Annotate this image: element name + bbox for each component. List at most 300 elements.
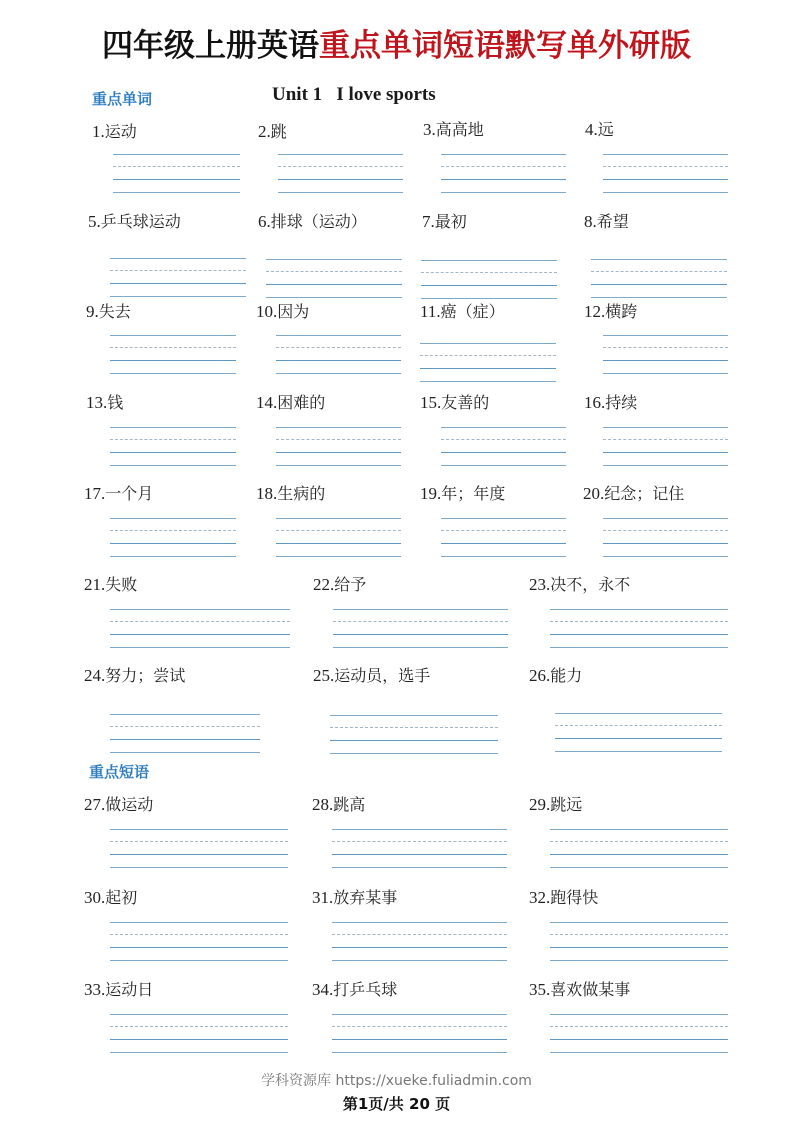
answer-writing-lines[interactable]: [550, 829, 728, 869]
item-number: 23.: [529, 575, 551, 594]
word-prompt: [256, 393, 325, 413]
item-number: 30.: [84, 888, 106, 907]
answer-writing-lines[interactable]: [332, 829, 507, 869]
word-prompt: [584, 302, 637, 322]
item-number: 21.: [84, 575, 106, 594]
item-number: 31.: [312, 888, 334, 907]
answer-writing-lines[interactable]: [441, 154, 566, 194]
phrase-prompt: [529, 795, 582, 815]
guide-line: [110, 335, 236, 336]
answer-writing-lines[interactable]: [278, 154, 403, 194]
item-number: 9.: [86, 302, 99, 321]
guide-line: [276, 360, 401, 361]
guide-line: [420, 381, 556, 382]
answer-writing-lines[interactable]: [550, 1014, 728, 1054]
answer-writing-lines[interactable]: [110, 335, 236, 375]
word-prompt: [84, 484, 153, 504]
guide-line-dashed: [266, 271, 402, 272]
answer-writing-lines[interactable]: [110, 518, 236, 558]
guide-line: [591, 297, 727, 298]
guide-line: [332, 854, 507, 855]
guide-line: [278, 192, 403, 193]
guide-line: [110, 296, 246, 297]
guide-line: [276, 556, 401, 557]
guide-line: [330, 753, 498, 754]
word-prompt: [84, 575, 137, 595]
answer-writing-lines[interactable]: [276, 518, 401, 558]
answer-writing-lines[interactable]: [113, 154, 240, 194]
word-item: [584, 212, 629, 232]
answer-writing-lines[interactable]: [276, 427, 401, 467]
item-chinese-text: 困难的: [277, 393, 326, 412]
word-prompt: [420, 393, 489, 413]
phrase-prompt: [529, 888, 598, 908]
phrase-item: [529, 795, 582, 815]
item-number: 32.: [529, 888, 551, 907]
guide-line: [110, 647, 290, 648]
guide-line: [110, 373, 236, 374]
guide-line-dashed: [332, 841, 507, 842]
guide-line: [266, 259, 402, 260]
guide-line: [441, 179, 566, 180]
word-prompt: [88, 212, 181, 232]
word-item: [86, 393, 123, 413]
guide-line: [110, 634, 290, 635]
guide-line: [441, 154, 566, 155]
phrase-item: [312, 795, 365, 815]
guide-line-dashed: [330, 727, 498, 728]
guide-line: [276, 543, 401, 544]
guide-line-dashed: [276, 347, 401, 348]
item-number: 22.: [313, 575, 335, 594]
item-chinese-text: 努力；尝试: [105, 666, 186, 685]
guide-line: [603, 179, 728, 180]
guide-line: [550, 829, 728, 830]
word-prompt: [422, 212, 467, 232]
item-chinese-text: 失败: [105, 575, 138, 594]
answer-writing-lines[interactable]: [333, 609, 508, 649]
item-chinese-text: 钱: [107, 393, 124, 412]
answer-writing-lines[interactable]: [550, 609, 728, 649]
item-chinese-text: 跳: [270, 122, 287, 141]
guide-line: [113, 179, 240, 180]
guide-line-dashed: [276, 439, 401, 440]
word-item: [420, 484, 505, 504]
guide-line: [110, 714, 260, 715]
item-chinese-text: 持续: [605, 393, 638, 412]
guide-line: [603, 360, 728, 361]
answer-writing-lines[interactable]: [276, 335, 401, 375]
item-chinese-text: 友善的: [441, 393, 490, 412]
word-prompt: [420, 302, 505, 322]
word-item: [313, 666, 430, 686]
item-chinese-text: 跳远: [550, 795, 583, 814]
page-title: [0, 26, 793, 66]
guide-line: [441, 465, 566, 466]
guide-line-dashed: [603, 347, 728, 348]
guide-line-dashed: [603, 166, 728, 167]
guide-line: [421, 260, 557, 261]
word-item: [258, 122, 287, 142]
item-chinese-text: 远: [597, 120, 614, 139]
guide-line: [330, 740, 498, 741]
item-number: 35.: [529, 980, 551, 999]
guide-line: [332, 947, 507, 948]
guide-line-dashed: [110, 726, 260, 727]
answer-writing-lines[interactable]: [441, 518, 566, 558]
word-item: [84, 575, 137, 595]
item-chinese-text: 生病的: [277, 484, 326, 503]
item-chinese-text: 乒乓球运动: [100, 212, 181, 231]
guide-line: [591, 259, 727, 260]
word-prompt: [313, 666, 430, 686]
guide-line: [110, 427, 236, 428]
guide-line: [550, 1052, 728, 1053]
answer-writing-lines[interactable]: [332, 922, 507, 962]
item-number: 34.: [312, 980, 334, 999]
item-chinese-text: 年；年度: [441, 484, 506, 503]
guide-line: [550, 922, 728, 923]
guide-line: [441, 452, 566, 453]
word-item: [88, 212, 181, 232]
guide-line: [110, 543, 236, 544]
answer-writing-lines[interactable]: [441, 427, 566, 467]
source-watermark: 学科资源库 https://xueke.fuliadmin.com: [261, 1073, 532, 1089]
guide-line: [555, 751, 722, 752]
item-number: 29.: [529, 795, 551, 814]
word-prompt: [258, 212, 367, 232]
item-number: 11.: [420, 302, 441, 321]
item-chinese-text: 高高地: [435, 120, 484, 139]
answer-writing-lines[interactable]: [420, 343, 556, 383]
section-heading-phrases: 重点短语: [89, 763, 150, 781]
item-chinese-text: 能力: [550, 666, 583, 685]
item-number: 20.: [583, 484, 605, 503]
guide-line: [110, 1039, 288, 1040]
word-prompt: [313, 575, 366, 595]
answer-writing-lines[interactable]: [603, 518, 728, 558]
phrase-prompt: [312, 888, 397, 908]
word-item: [313, 575, 366, 595]
phrase-item: [529, 888, 598, 908]
item-number: 5.: [88, 212, 101, 231]
word-item: [423, 120, 484, 140]
item-number: 17.: [84, 484, 106, 503]
word-prompt: [420, 484, 505, 504]
word-item: [584, 393, 637, 413]
item-number: 26.: [529, 666, 551, 685]
guide-line: [276, 518, 401, 519]
answer-writing-lines[interactable]: [330, 715, 498, 755]
word-item: [420, 393, 489, 413]
guide-line: [333, 634, 508, 635]
title-grade: 四年级上册英语: [102, 28, 319, 64]
answer-writing-lines[interactable]: [550, 922, 728, 962]
item-chinese-text: 运动日: [105, 980, 154, 999]
guide-line: [332, 1014, 507, 1015]
answer-writing-lines[interactable]: [421, 260, 557, 300]
phrase-prompt: [529, 980, 630, 1000]
answer-writing-lines[interactable]: [266, 259, 402, 299]
answer-writing-lines[interactable]: [110, 829, 288, 869]
guide-line: [278, 179, 403, 180]
item-chinese-text: 一个月: [105, 484, 154, 503]
word-prompt: [585, 120, 614, 140]
item-number: 16.: [584, 393, 606, 412]
item-number: 19.: [420, 484, 442, 503]
item-number: 12.: [584, 302, 606, 321]
item-number: 10.: [256, 302, 278, 321]
answer-writing-lines[interactable]: [110, 258, 246, 298]
guide-line: [441, 518, 566, 519]
answer-writing-lines[interactable]: [110, 922, 288, 962]
guide-line: [110, 1052, 288, 1053]
answer-writing-lines[interactable]: [591, 259, 727, 299]
guide-line-dashed: [550, 841, 728, 842]
item-number: 33.: [84, 980, 106, 999]
item-number: 14.: [256, 393, 278, 412]
guide-line-dashed: [332, 934, 507, 935]
item-number: 7.: [422, 212, 435, 231]
guide-line-dashed: [110, 934, 288, 935]
item-chinese-text: 运动员，选手: [334, 666, 431, 685]
word-item: [92, 122, 137, 142]
guide-line-dashed: [441, 166, 566, 167]
word-prompt: [584, 212, 629, 232]
guide-line: [603, 465, 728, 466]
guide-line: [332, 960, 507, 961]
answer-writing-lines[interactable]: [110, 714, 260, 754]
guide-line: [110, 360, 236, 361]
answer-writing-lines[interactable]: [110, 609, 290, 649]
word-item: [583, 484, 684, 504]
phrase-item: [529, 980, 630, 1000]
item-chinese-text: 失去: [98, 302, 131, 321]
guide-line: [110, 829, 288, 830]
item-chinese-text: 希望: [596, 212, 629, 231]
word-item: [84, 666, 185, 686]
guide-line: [550, 960, 728, 961]
guide-line: [550, 609, 728, 610]
item-chinese-text: 最初: [434, 212, 467, 231]
item-chinese-text: 跳高: [333, 795, 366, 814]
guide-line: [276, 427, 401, 428]
item-chinese-text: 癌（症）: [440, 302, 505, 321]
answer-writing-lines[interactable]: [603, 335, 728, 375]
guide-line: [332, 1039, 507, 1040]
item-chinese-text: 起初: [105, 888, 138, 907]
guide-line-dashed: [110, 1026, 288, 1027]
item-number: 18.: [256, 484, 278, 503]
guide-line: [550, 634, 728, 635]
item-chinese-text: 因为: [277, 302, 310, 321]
guide-line-dashed: [113, 166, 240, 167]
guide-line-dashed: [555, 725, 722, 726]
phrase-item: [84, 980, 153, 1000]
guide-line-dashed: [550, 621, 728, 622]
phrase-prompt: [312, 980, 397, 1000]
guide-line: [603, 192, 728, 193]
guide-line-dashed: [278, 166, 403, 167]
guide-line: [110, 518, 236, 519]
guide-line: [110, 556, 236, 557]
guide-line: [110, 739, 260, 740]
word-item: [258, 212, 367, 232]
guide-line: [110, 452, 236, 453]
guide-line: [110, 960, 288, 961]
answer-writing-lines[interactable]: [555, 713, 722, 753]
answer-writing-lines[interactable]: [603, 427, 728, 467]
item-number: 1.: [92, 122, 105, 141]
guide-line: [420, 368, 556, 369]
item-chinese-text: 跑得快: [550, 888, 599, 907]
guide-line: [110, 867, 288, 868]
word-prompt: [92, 122, 137, 142]
guide-line: [276, 335, 401, 336]
phrase-item: [84, 888, 137, 908]
guide-line: [333, 609, 508, 610]
item-number: 24.: [84, 666, 106, 685]
guide-line: [555, 738, 722, 739]
guide-line: [110, 1014, 288, 1015]
item-number: 25.: [313, 666, 335, 685]
guide-line: [591, 284, 727, 285]
word-prompt: [84, 666, 185, 686]
item-chinese-text: 打乒乓球: [333, 980, 398, 999]
guide-line-dashed: [441, 439, 566, 440]
word-item: [529, 666, 582, 686]
phrase-prompt: [312, 795, 365, 815]
item-chinese-text: 决不，永不: [550, 575, 631, 594]
word-prompt: [583, 484, 684, 504]
item-number: 28.: [312, 795, 334, 814]
item-number: 15.: [420, 393, 442, 412]
item-chinese-text: 横跨: [605, 302, 638, 321]
guide-line: [550, 867, 728, 868]
guide-line-dashed: [550, 934, 728, 935]
guide-line-dashed: [110, 621, 290, 622]
guide-line: [266, 297, 402, 298]
item-chinese-text: 喜欢做某事: [550, 980, 631, 999]
item-number: 6.: [258, 212, 271, 231]
guide-line: [441, 427, 566, 428]
item-number: 3.: [423, 120, 436, 139]
answer-writing-lines[interactable]: [332, 1014, 507, 1054]
item-chinese-text: 给予: [334, 575, 367, 594]
word-item: [256, 302, 309, 322]
guide-line: [441, 556, 566, 557]
word-item: [420, 302, 505, 322]
item-number: 2.: [258, 122, 271, 141]
guide-line: [110, 283, 246, 284]
guide-line-dashed: [110, 841, 288, 842]
guide-line: [603, 335, 728, 336]
answer-writing-lines[interactable]: [110, 1014, 288, 1054]
phrase-item: [312, 980, 397, 1000]
word-item: [584, 302, 637, 322]
guide-line: [276, 452, 401, 453]
word-prompt: [86, 393, 123, 413]
phrase-item: [312, 888, 397, 908]
guide-line: [421, 298, 557, 299]
item-number: 4.: [585, 120, 598, 139]
guide-line-dashed: [603, 439, 728, 440]
guide-line-dashed: [110, 530, 236, 531]
guide-line-dashed: [421, 272, 557, 273]
title-topic: 重点单词短语默写单外研版: [319, 28, 691, 64]
word-prompt: [529, 575, 630, 595]
guide-line: [110, 922, 288, 923]
guide-line: [550, 1039, 728, 1040]
guide-line: [550, 854, 728, 855]
phrase-prompt: [84, 795, 153, 815]
answer-writing-lines[interactable]: [603, 154, 728, 194]
guide-line: [113, 154, 240, 155]
guide-line-dashed: [550, 1026, 728, 1027]
word-prompt: [256, 302, 309, 322]
guide-line-dashed: [110, 439, 236, 440]
word-prompt: [86, 302, 131, 322]
guide-line: [603, 543, 728, 544]
word-item: [529, 575, 630, 595]
guide-line-dashed: [420, 355, 556, 356]
guide-line: [603, 452, 728, 453]
guide-line: [603, 518, 728, 519]
word-item: [256, 484, 325, 504]
guide-line: [266, 284, 402, 285]
guide-line-dashed: [441, 530, 566, 531]
word-item: [84, 484, 153, 504]
guide-line: [110, 947, 288, 948]
word-prompt: [256, 484, 325, 504]
guide-line: [110, 752, 260, 753]
guide-line: [110, 609, 290, 610]
guide-line: [278, 154, 403, 155]
guide-line-dashed: [276, 530, 401, 531]
guide-line: [110, 258, 246, 259]
guide-line: [550, 647, 728, 648]
guide-line: [330, 715, 498, 716]
guide-line: [421, 285, 557, 286]
phrase-prompt: [84, 888, 137, 908]
guide-line-dashed: [110, 347, 236, 348]
unit-title: Unit 1 I love sports: [272, 84, 436, 105]
guide-line: [550, 947, 728, 948]
item-chinese-text: 排球（运动）: [270, 212, 367, 231]
guide-line: [333, 647, 508, 648]
guide-line-dashed: [333, 621, 508, 622]
guide-line: [603, 373, 728, 374]
guide-line: [276, 373, 401, 374]
word-prompt: [529, 666, 582, 686]
word-prompt: [423, 120, 484, 140]
word-item: [585, 120, 614, 140]
word-item: [86, 302, 131, 322]
word-prompt: [584, 393, 637, 413]
item-chinese-text: 放弃某事: [333, 888, 398, 907]
guide-line-dashed: [603, 530, 728, 531]
phrase-prompt: [84, 980, 153, 1000]
guide-line-dashed: [591, 271, 727, 272]
item-number: 8.: [584, 212, 597, 231]
guide-line: [550, 1014, 728, 1015]
answer-writing-lines[interactable]: [110, 427, 236, 467]
guide-line: [603, 556, 728, 557]
guide-line-dashed: [110, 270, 246, 271]
guide-line: [276, 465, 401, 466]
item-chinese-text: 运动: [104, 122, 137, 141]
item-number: 27.: [84, 795, 106, 814]
